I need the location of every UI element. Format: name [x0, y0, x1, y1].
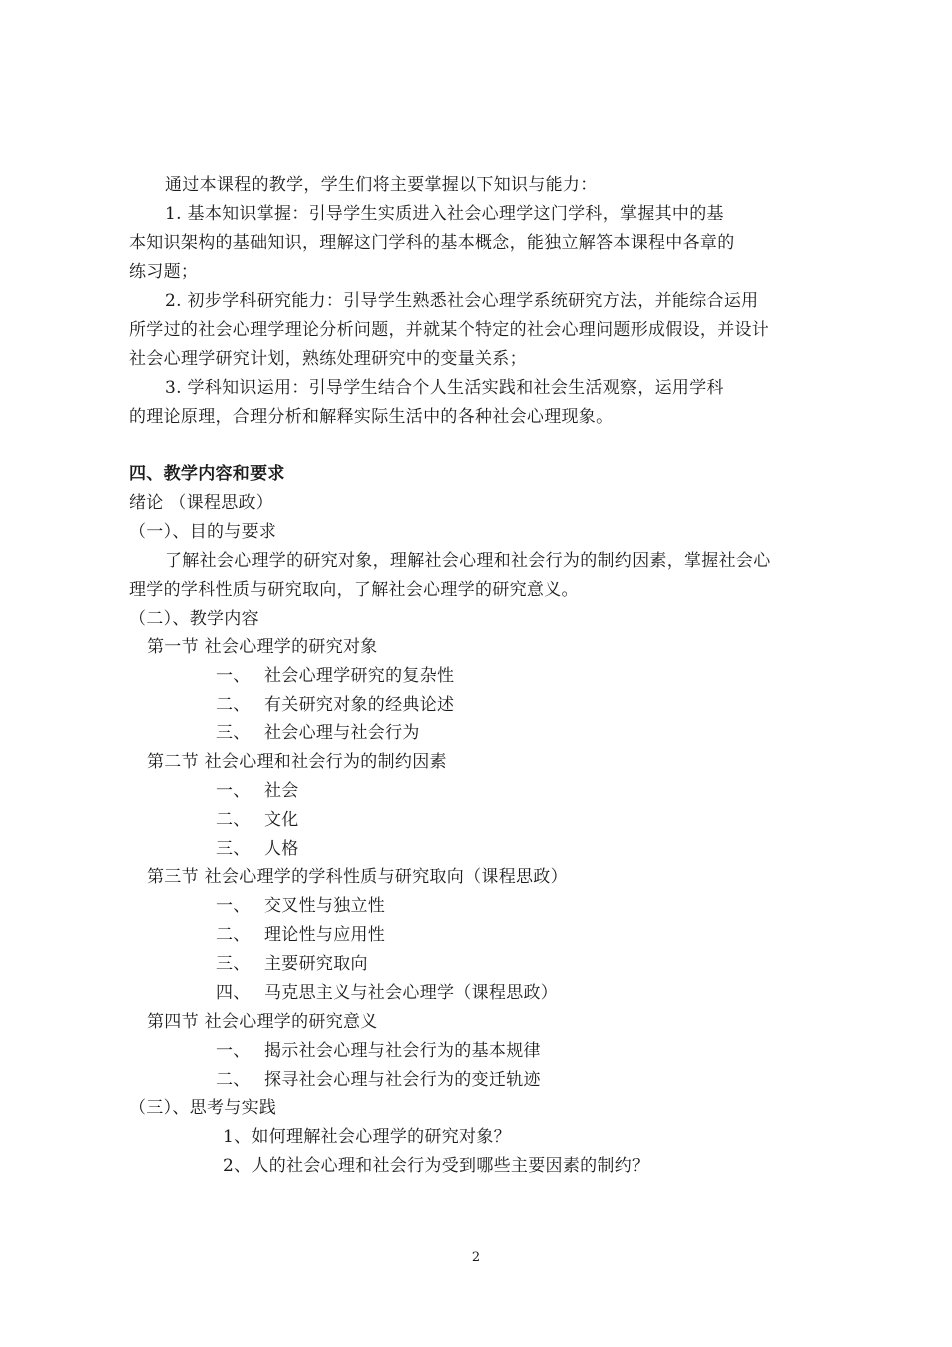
section-1-item-2: 二、 有关研究对象的经典论述 — [216, 695, 455, 715]
section-2-item-3: 三、 人格 — [216, 839, 299, 859]
question-2: 2、人的社会心理和社会行为受到哪些主要因素的制约？ — [223, 1156, 650, 1176]
objective-3-line-1: 3. 学科知识运用：引导学生结合个人生活实践和社会生活观察，运用学科 — [165, 378, 724, 398]
chapter-title: 绪论 （课程思政） — [129, 493, 274, 513]
objective-1-line-3: 练习题； — [129, 262, 199, 282]
section-4-title: 第四节 社会心理学的研究意义 — [147, 1012, 378, 1032]
section-3-item-2: 二、 理论性与应用性 — [216, 925, 386, 945]
question-1: 1、如何理解社会心理学的研究对象？ — [223, 1127, 511, 1147]
objective-3-line-2: 的理论原理，合理分析和解释实际生活中的各种社会心理现象。 — [129, 407, 614, 427]
section-3-item-1: 一、 交叉性与独立性 — [216, 896, 386, 916]
section-1-title: 第一节 社会心理学的研究对象 — [147, 637, 378, 657]
part-3-label: （三）、思考与实践 — [129, 1098, 277, 1118]
objectives-intro: 通过本课程的教学，学生们将主要掌握以下知识与能力： — [165, 175, 598, 195]
section-2-item-2: 二、 文化 — [216, 810, 299, 830]
section-4-item-1: 一、 揭示社会心理与社会行为的基本规律 — [216, 1041, 541, 1061]
objective-1-line-1: 1. 基本知识掌握：引导学生实质进入社会心理学这门学科，掌握其中的基 — [165, 204, 724, 224]
objective-2-line-2: 所学过的社会心理学理论分析问题，并就某个特定的社会心理问题形成假设，并设计 — [129, 320, 770, 340]
section-3-item-4: 四、 马克思主义与社会心理学（课程思政） — [216, 983, 559, 1003]
objective-2-line-1: 2. 初步学科研究能力：引导学生熟悉社会心理学系统研究方法，并能综合运用 — [165, 291, 759, 311]
part-1-text-line-2: 理学的学科性质与研究取向，了解社会心理学的研究意义。 — [129, 580, 579, 600]
part-1-label: （一）、目的与要求 — [129, 522, 277, 542]
page-number: 2 — [471, 1250, 481, 1265]
section-3-item-3: 三、 主要研究取向 — [216, 954, 368, 974]
part-1-text-line-1: 了解社会心理学的研究对象，理解社会心理和社会行为的制约因素，掌握社会心 — [165, 551, 771, 571]
objective-2-line-3: 社会心理学研究计划，熟练处理研究中的变量关系； — [129, 349, 527, 369]
section-4-item-2: 二、 探寻社会心理与社会行为的变迁轨迹 — [216, 1070, 541, 1090]
part-2-label: （二）、教学内容 — [129, 609, 259, 629]
section-2-title: 第二节 社会心理和社会行为的制约因素 — [147, 752, 447, 772]
section-1-item-3: 三、 社会心理与社会行为 — [216, 723, 420, 743]
section-1-item-1: 一、 社会心理学研究的复杂性 — [216, 666, 455, 686]
section-3-title: 第三节 社会心理学的学科性质与研究取向（课程思政） — [147, 867, 568, 887]
objective-1-line-2: 本知识架构的基础知识，理解这门学科的基本概念，能独立解答本课程中各章的 — [129, 233, 735, 253]
section-2-item-1: 一、 社会 — [216, 781, 299, 801]
section-heading: 四、教学内容和要求 — [129, 464, 285, 484]
